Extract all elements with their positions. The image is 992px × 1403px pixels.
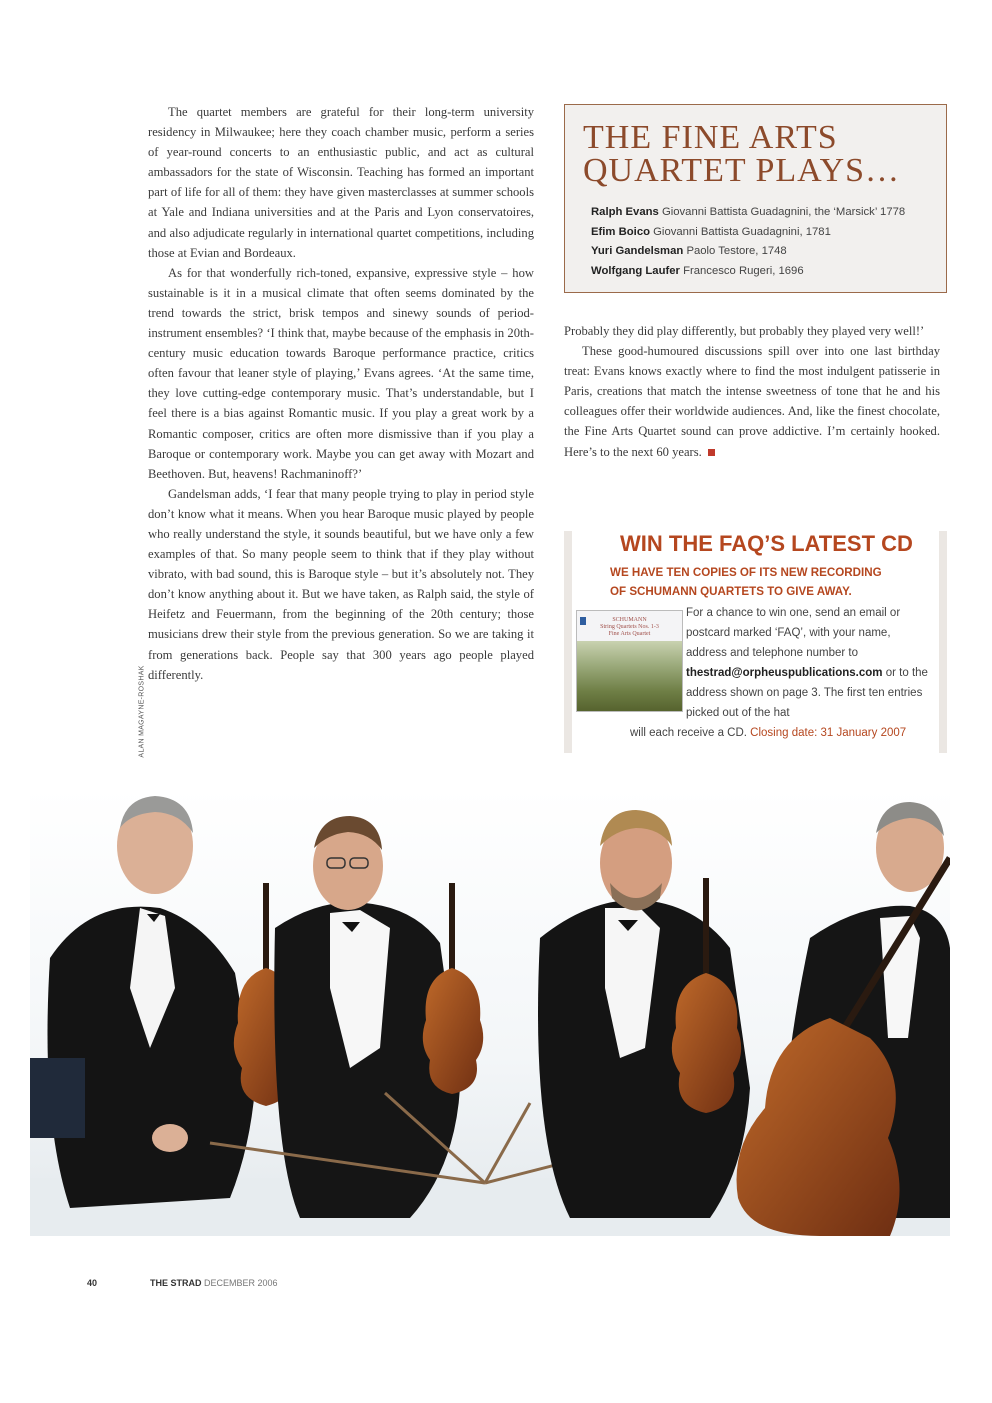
quartet-photo bbox=[30, 788, 950, 1236]
page-number: 40 bbox=[87, 1278, 98, 1288]
end-of-article-icon bbox=[708, 449, 715, 456]
quartet-photo-illustration bbox=[30, 788, 950, 1236]
instruments-sidebar bbox=[564, 104, 947, 293]
closing-date: Closing date: 31 January 2007 bbox=[750, 727, 907, 739]
article-paragraph: Gandelsman adds, ‘I fear that many people trying to play in period style don’t know what it means. When you hear Baroque music played by people who really understand the style, it sounds beautiful, but we have only a few examples of that. So many people seem to think that if they play without vibrato, with bad sound, this is Baroque style – but it’s absolutely not. They don’t know anything about it. But we have taken, as Ralph said, the style of Heifetz and Feuermann, from the beginning of the 20th century; those musicians drew their style from the previous generation. So we are taking it from generations back. People say that 300 years ago people played differently. bbox=[148, 486, 534, 682]
competition-panel bbox=[572, 531, 939, 753]
player-instrument: Francesco Rugeri, 1696 bbox=[683, 264, 804, 277]
players-list bbox=[591, 203, 905, 281]
sidebar-title-line: THE FINE ARTS bbox=[583, 119, 838, 156]
cd-artist: Fine Arts Quartet bbox=[608, 631, 651, 637]
issue-date: DECEMBER 2006 bbox=[204, 1278, 278, 1288]
competition-intro: For a chance to win one, send an email or postcard marked ‘FAQ’, with your name, address and telephone number to bbox=[686, 607, 901, 659]
competition-box bbox=[564, 531, 947, 753]
player-instrument: Giovanni Battista Guadagnini, 1781 bbox=[653, 225, 831, 238]
player-name: Efim Boico bbox=[591, 225, 650, 238]
cd-subtitle: String Quartets Nos. 1-3 bbox=[600, 624, 659, 630]
player-instrument: Paolo Testore, 1748 bbox=[686, 245, 787, 257]
cd-cover-text bbox=[577, 617, 682, 638]
cd-cover-image bbox=[576, 610, 683, 712]
player-name: Ralph Evans bbox=[591, 206, 659, 218]
photo-credit-text: ALAN MAGAYNE-ROSHAK bbox=[138, 665, 146, 758]
player-name: Yuri Gandelsman bbox=[591, 245, 684, 257]
article-paragraph: The quartet members are grateful for their long-term university residency in Milwaukee; here they coach chamber music, perform a series of year-round concerts to an enthusiastic public, and act as cultural ambassadors for the state of Wisconsin. Teaching has formed an important part of life for all of them: they have given masterclasses at summer schools at Yale and Indiana universities and at the Paris and Lyon conservatoires, and also adjudicate regularly in international quartet competitions, including those at Evian and Bordeaux. bbox=[148, 105, 534, 260]
competition-instructions bbox=[686, 603, 934, 723]
competition-after: or to the address shown on page 3. The first ten entries picked out of the hat bbox=[686, 667, 928, 719]
article-left-column bbox=[148, 102, 534, 685]
article-paragraph-text: These good-humoured discussions spill over into one last birthday treat: Evans knows exactly where to find the most indulgent patisserie in Paris, creations that match the intense sweetness of tone that he and his colleagues offer their worldwide audiences. And, like the finest chocolate, the Fine Arts Quartet sound can prove addictive. I’m certainly hooked. Here’s to the next 60 years. bbox=[564, 344, 940, 459]
photo-credit bbox=[136, 665, 146, 758]
competition-subtitle-line: OF SCHUMANN QUARTETS TO GIVE AWAY. bbox=[610, 585, 852, 598]
player-item bbox=[591, 223, 905, 243]
player-item bbox=[591, 262, 905, 282]
cd-title: SCHUMANN bbox=[612, 617, 647, 623]
competition-subtitle bbox=[610, 563, 882, 601]
article-paragraph: Probably they did play differently, but probably they played very well!’ bbox=[564, 324, 925, 338]
magazine-footer bbox=[150, 1278, 278, 1288]
player-item bbox=[591, 242, 905, 262]
player-instrument: Giovanni Battista Guadagnini, the ‘Marsick’ 1778 bbox=[661, 206, 906, 218]
competition-subtitle-line: WE HAVE TEN COPIES OF ITS NEW RECORDING bbox=[610, 566, 882, 579]
article-right-column bbox=[564, 321, 940, 462]
article-paragraph: As for that wonderfully rich-toned, expansive, expressive style – how sustainable is it in a musical climate that often seems dominated by the trend towards the strict, brisk tempos and sinewy sounds of period-instrument ensembles? ‘I think that, maybe because of the emphasis in 20th-century music education towards Baroque performance practice, critics often favour that leaner style of playing,’ Evans agrees. ‘At the same time, they love cutting-edge contemporary music. That’s understandable, but I feel there is a bias against Romantic music. If you play a great work by a Romantic composer, critics are often more dismissive than if you play a Baroque or contemporary work. Maybe you can get away with Mozart and Beethoven. But, heavens! Rachmaninoff?’ bbox=[148, 265, 534, 481]
competition-last: will each receive a CD. bbox=[630, 727, 747, 739]
magazine-name: THE STRAD bbox=[150, 1278, 202, 1288]
player-item bbox=[591, 203, 905, 223]
competition-email[interactable]: thestrad@orpheuspublications.com bbox=[686, 667, 883, 679]
competition-title: WIN THE FAQ’S LATEST CD bbox=[620, 531, 913, 556]
article-paragraph bbox=[564, 341, 940, 462]
competition-footer-line bbox=[630, 723, 940, 743]
sidebar-title-line: QUARTET PLAYS… bbox=[583, 152, 901, 189]
player-name: Wolfgang Laufer bbox=[591, 264, 680, 277]
sidebar-title bbox=[583, 121, 900, 187]
